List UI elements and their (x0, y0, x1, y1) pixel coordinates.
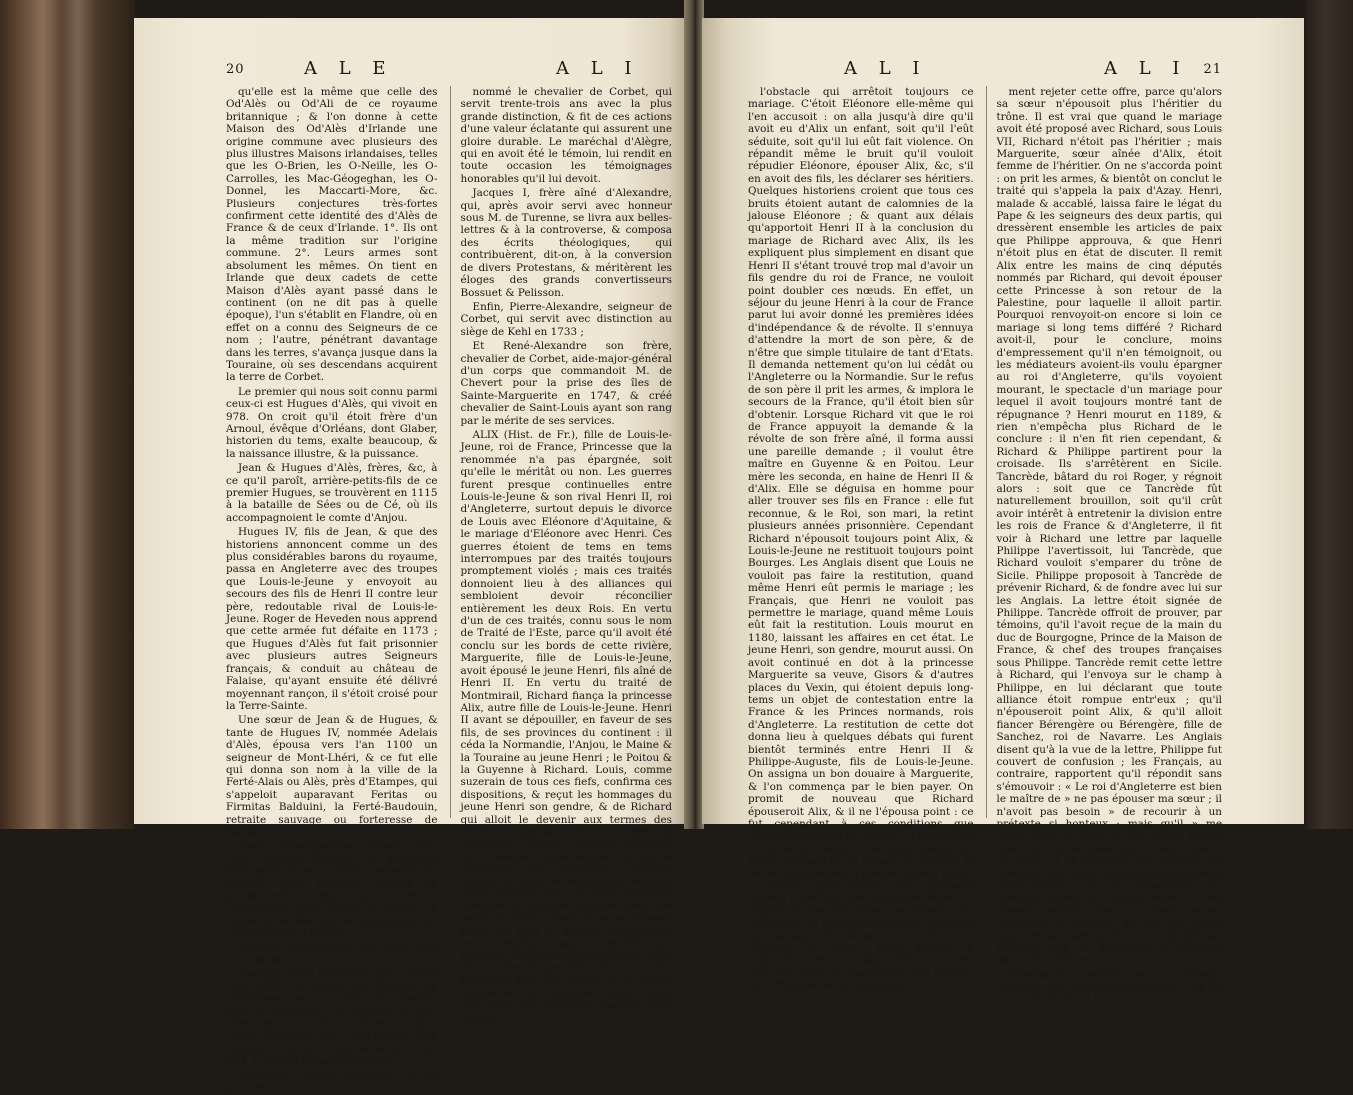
paragraph: Joachim, frère d'Euverte, qui, chargé l'an 1650 du siège de Tortose en Catalogne, par le comte de Marsin, père du maréchal, fut emporté le jour même de la prise de la ville avec quatre cents hommes, par l'explosion d'un magasin à poudre, auquel le feu avoit pris. Il avoit à peine trente ans. (226, 968, 438, 1068)
paragraph: Jean & Hugues d'Alès, frères, &c, à ce qu'il paroît, arrière-petits-fils de ce premier Hugues, se trouvèrent en 1115 à la bataille de Sées ou de Cé, où ils accompagnoient le comte d'Anjou. (226, 462, 438, 524)
paragraph: Et René-Alexandre son frère, chevalier de Corbet, aide-major-général d'un corps que commandoit M. de Chevert pour la prise des îles de Sainte-Marguerite en 1747, & créé chevalier de Saint-Louis ayant son rang par le mérite de ses services. (460, 340, 672, 427)
paragraph: ALIX (Hist. de Fr.), fille de Louis-le-Jeune, roi de France, Princesse que la renommée n'a pas épargnée, soit qu'elle le méritât ou non. Les guerres furent presque continuelles entre Louis-le-Jeune & son rival Henri II, roi d'Angleterre, surtout depuis le divorce de Louis avec Eléonore d'Aquitaine, & le mariage d'Eléonore avec Henri. Ces guerres étoient de tems en tems interrompues par des traités toujours promptement violés ; mais ces traités donnoient lieu à des alliances qui sembloient devoir réconcilier entièrement les deux Rois. En vertu d'un de ces traités, connu sous le nom de Traité de l'Este, parce qu'il avoit été conclu sur les bords de cette rivière, Marguerite, fille de Louis-le-Jeune, avoit épousé le jeune Henri, fils aîné de Henri II. En vertu du traité de Montmirail, Richard fiança la princesse Alix, autre fille de Louis-le-Jeune. Henri II avant se dépouiller, en faveur de ses fils, de ses provinces du continent : il céda la Normandie, l'Anjou, le Maine & la Touraine au jeune Henri ; le Poitou & la Guyenne à Richard. Louis, comme suzerain de tous ces fiefs, confirma ces dispositions, & reçut les hommages du jeune Henri son gendre, & de Richard qui alloit le devenir aux termes des traités. Cependant Henri II, père & monarque absolu, retenoit l'autorité qu'il sembloit communiquer, & de là naquirent de nouvelles guerres. Suivant le traité de Montmirail, Richard devoit épouser Alix, & Louis devoit lui remettre la ville de Bourges avec une partie du Berry ; mais on ne se pressoit point, de part ni d'autre, d'accomplir ces conventions. Louis ne rendoit point Bourges ; Richard n'épousoit point Alix. On a prétendu que Henri II, à qui cette Princesse avoit été remise, & qui s'étoit chargé de son éducation, avoit conçu pour elle une inclination secrète, d'où naissoit (460, 428, 672, 1025)
left-page (134, 18, 686, 1095)
paragraph: Enfin, Pierre-Alexandre, seigneur de Corbet, qui servit avec distinction au siège de Kehl en 1733 ; (460, 300, 672, 338)
right-head-word-1: A L I (844, 58, 928, 79)
right-head-word-2: A L I (1104, 58, 1188, 79)
book-binding-left (0, 0, 135, 829)
paragraph: Jacques I, frère aîné d'Alexandre, qui, après avoir servi avec honneur sous M. de Turenne, se livra aux belles-lettres & à la controverse, & composa des écrits théologiques, qui contribuèrent, dit-on, à la conversion de divers Protestans, & méritèrent les éloges des grands convertisseurs Bossuet & Pelisson. (460, 187, 672, 299)
left-head-word-2: A L I (556, 58, 640, 79)
left-column-2 (450, 86, 673, 1025)
left-head-word-1: A L E (304, 58, 394, 79)
right-page (702, 18, 1304, 1006)
paragraph: Hugues IV, fils de Jean, & que des historiens annoncent comme un des plus considérables barons du royaume, passa en Angleterre avec des troupes que Louis-le-Jeune y envoyoit au secours des fils de Henri II contre leur père, redoutable rival de Louis-le-Jeune. Roger de Heveden nous apprend que cette armée fut défaite en 1173 ; que Hugues d'Alès fut fait prisonnier avec plusieurs autres Seigneurs français, & conduit au château de Falaise, qu'ayant ensuite été délivré moyennant rançon, il s'étoit croisé pour la Terre-Sainte. (226, 526, 438, 712)
paragraph: l'obstacle qui arrêtoit toujours ce mariage. C'étoit Eléonore elle-même qui l'en accusoit : on alla jusqu'à dire qu'il avoit eu d'Alix un enfant, soit qu'il l'eût séduite, soit qu'il lui eût fait violence. On répandit même le bruit qu'il vouloit répudier Eléonore, épouser Alix, &c, s'il en avoit des fils, les déclarer ses héritiers. Quelques historiens croient que tous ces bruits étoient autant de calomnies de la jalouse Eléonore ; & quant aux délais qu'apportoit Henri II à la conclusion du mariage de Richard avec Alix, ils les expliquent plus simplement en disant que Henri II s'étant trouvé trop mal d'avoir un fils gendre du roi de France, ne vouloit point doubler ces nœuds. En effet, un séjour du jeune Henri à la cour de France parut lui avoir donné les premières idées d'indépendance & de révolte. Il s'ennuya d'attendre la mort de son père, & de n'être que simple titulaire de tant d'Etats. Il demanda nettement qu'on lui cédât ou l'Angleterre ou la Normandie. Sur le refus de son père il prit les armes, & implora le secours de la France, qu'il étoit bien sûr d'obtenir. Lorsque Richard vit que le roi de France appuyoit la demande & la révolte de son frère aîné, il forma aussi une pareille demande ; il voulut être maître en Guyenne & en Poitou. Leur mère les seconda, en haine de Henri II & d'Alix. Elle se déguisa en homme pour aller trouver ses fils en France : elle fut reconnue, & le Roi, son mari, la retint plusieurs années prisonnière. Cependant Richard n'épousoit toujours point Alix, & Louis-le-Jeune ne restituoit toujours point Bourges. Les Anglais disent que Louis ne vouloit pas faire la restitution, quand même Henri eût permis le mariage ; les Français, que Henri ne vouloit pas permettre le mariage, quand même Louis eût fait la restitution. Louis mourut en 1180, laissant les affaires en cet état. Le jeune Henri, son gendre, mourut aussi. On avoit continué en dot à la princesse Marguerite sa veuve, Gisors & d'autres places du Vexin, qui étoient depuis long-tems un objet de contestation entre la France & les Princes normands, rois d'Angleterre. La restitution de cette dot donna lieu à quelques débats qui furent bientôt terminés entre Henri II & Philippe-Auguste, fils de Louis-le-Jeune. On assigna un bon douaire à Marguerite, & l'on commença par le bien payer. On promit de nouveau que Richard épouseroit Alix, & il ne l'épousa point : ce fut cependant à ces conditions que Philippe consentit de laisser à l'Angleterre le comté de Gisors & les autres places du Vexin. Richard fit un voyage en France, & devint ouvertement l'ennemi de son père ; il déclara qu'il vouloit être couronné comme l'avoit été son frère aîné. Henri II, voyant ces mauvais effets de l'alliance de la France, en devint encore plus contraire au mariage de Richard avec Alix. On négocia, & Henri, pour éluder la proposition de ce mariage, offrit de marier Alix avec Jean, dit Sans-Terre, son dernier fils ; Philippe devoit naturelle- (748, 86, 974, 992)
paragraph: Le premier qui nous soit connu parmi ceux-ci est Hugues d'Alès, qui vivoit en 978. On croit qu'il étoit frère d'un Arnoul, évêque d'Orléans, dont Glaber, historien du tems, exalte beaucoup, & la naissance illustre, & la puissance. (226, 385, 438, 460)
paragraph: Une sœur de Jean & de Hugues, & tante de Hugues IV, nommée Adelais d'Alès, épousa vers l'an 1100 un seigneur de Mont-Lhéri, & ce fut elle qui donna son nom à la ville de la Ferté-Alais ou Alès, près d'Etampes, qui s'appeloit auparavant Feritas ou Firmitas Balduini, la Ferté-Baudouin, retraite sauvage ou forteresse de Baudouin. (226, 714, 438, 838)
right-page-number: 21 (1203, 62, 1222, 77)
left-column-1 (226, 86, 438, 1095)
left-running-head (226, 58, 672, 82)
paragraph: Euverte son petit-fils, tué aussi dans un combat. (226, 941, 438, 967)
right-running-head (748, 58, 1222, 82)
paragraph: qu'elle est la même que celle des Od'Alès ou Od'Ali de ce royaume britannique ; & l'on donne à cette Maison des Od'Alès d'Irlande une origine commune avec plusieurs des plus illustres Maisons irlandaises, telles que les O-Brien, les O-Neille, les O-Carrolles, les Mac-Géogeghan, les O-Donnel, les Maccarti-More, &c. Plusieurs conjectures très-fortes confirment cette identité des d'Alès de France & de ceux d'Irlande. 1°. Ils ont la même tradition sur l'origine commune. 2°. Leurs armes sont absolument les mêmes. On tient en Irlande que deux cadets de cette Maison d'Alès ayant passé dans le continent (on ne dit pas à quelle époque), l'un s'établit en Flandre, où en effet on a connu des Seigneurs de ce nom ; l'autre, pénétrant davantage dans les terres, s'avança jusque dans la Touraine, où ses descendans acquirent la terre de Corbet. (226, 86, 438, 384)
left-page-number: 20 (226, 62, 245, 77)
paragraph: nommé le chevalier de Corbet, qui servit trente-trois ans avec la plus grande distinction, & fit de ces actions d'une valeur éclatante qui assurent une gloire durable. Le maréchal d'Alègre, qui en avoit été le témoin, lui rendit en toute occasion les témoignages honorables qu'il lui devoit. (460, 86, 672, 185)
right-column-2 (986, 86, 1223, 1006)
paragraph: ment rejeter cette offre, parce qu'alors sa sœur n'épousoit plus l'héritier du trône. Il est vrai que quand le mariage avoit été proposé avec Richard, sous Louis VII, Richard n'étoit pas l'héritier ; mais Marguerite, sœur aînée d'Alix, étoit femme de l'héritier. On ne s'accorda point : on prit les armes, & bientôt on conclut le traité qui s'appela la paix d'Azay. Henri, malade & accablé, laissa faire le légat du Pape & les seigneurs des deux partis, qui dressèrent ensemble les articles de paix que Philippe approuva, & que Henri n'étoit plus en état de discuter. Il remit Alix entre les mains de cinq députés nommés par Richard, qui devoit épouser cette Princesse à son retour de la Palestine, pour laquelle il alloit partir. Pourquoi renvoyoit-on encore si loin ce mariage si long tems différé ? Richard avoit-il, pour le conclure, moins d'empressement qu'il n'en témoignoit, ou les médiateurs avoient-ils voulu épargner au roi d'Angleterre, qu'ils voyoient mourant, le spectacle d'un mariage pour lequel il avoit toujours montré tant de répugnance ? Henri mourut en 1189, & rien n'empêcha plus Richard de le conclure : il n'en fit rien cependant, & Richard & Philippe partirent pour la croisade. Ils s'arrêtèrent en Sicile. Tancrède, bâtard du roi Roger, y régnoit alors : soit que ce Tancrède fût naturellement brouillon, soit qu'il crût avoir intérêt à entretenir la division entre les rois de France & d'Angleterre, il fit voir à Richard une lettre par laquelle Philippe l'avertissoit, lui Tancrède, que Richard vouloit s'emparer du trône de Sicile. Philippe proposoit à Tancrède de prévenir Richard, & de fondre avec lui sur les Anglais. La lettre étoit signée de Philippe. Tancrède offroit de prouver, par témoins, qu'il l'avoit reçue de la main du duc de Bourgogne, Prince de la Maison de France, & chef des troupes françaises sous Philippe. Tancrède remit cette lettre à Richard, qui l'envoya sur le champ à Philippe, en lui déclarant que toute alliance étoit rompue entr'eux ; qu'il n'épouseroit point Alix, & qu'il alloit fiancer Bérengère ou Bérengère, fille de Sanchez, roi de Navarre. Les Anglais disent qu'à la vue de la lettre, Philippe fut couvert de confusion ; les Français, au contraire, rapportent qu'il répondit sans s'émouvoir : « Le roi d'Angleterre est bien le maître de » ne pas épouser ma sœur ; il n'avoit pas besoin » de recourir à un prétexte si honteux ; mais qu'il » me rende donc le Vexin & les autres places que » je lui ai données pour la dot d'Alix. » Au reste, il fit observer que Richard, en rompant avec Alix, avoit une autre femme toute prête ; ce qui, annonçant des mesures prises de longue main, & des projets conduits avec un grand secret, expliquoit le mystère de tant de délais apportés au mariage d'Alix, & rejetoit sur Richard tous les soupçons de fausseté dans cette affaire. (996, 86, 1222, 967)
left-columns (226, 86, 672, 1095)
right-column-1 (748, 86, 974, 992)
paragraph: Nous remarquerons encore dans cette Maison, féconde en guerriers distingués, René I d'Alès, seigneur de Corbet, qu'un historien appelle un grand homme, & qui fut tué en 1590 en combattant pour Henri IV contre la Ligue, à la tête de sa compagnie de cent hommes d'armes. (226, 840, 438, 940)
right-columns (748, 86, 1222, 1006)
paragraph: Cependant l'intérêt de la croisade assoupit ces querelles naissantes : on fit un traité. Richard fut (996, 968, 1222, 1006)
book-binding-right (1305, 0, 1353, 829)
paragraph: Alexandre, neveu d'Euverte & de Joachim, (226, 1069, 438, 1095)
page-gutter (684, 0, 704, 829)
